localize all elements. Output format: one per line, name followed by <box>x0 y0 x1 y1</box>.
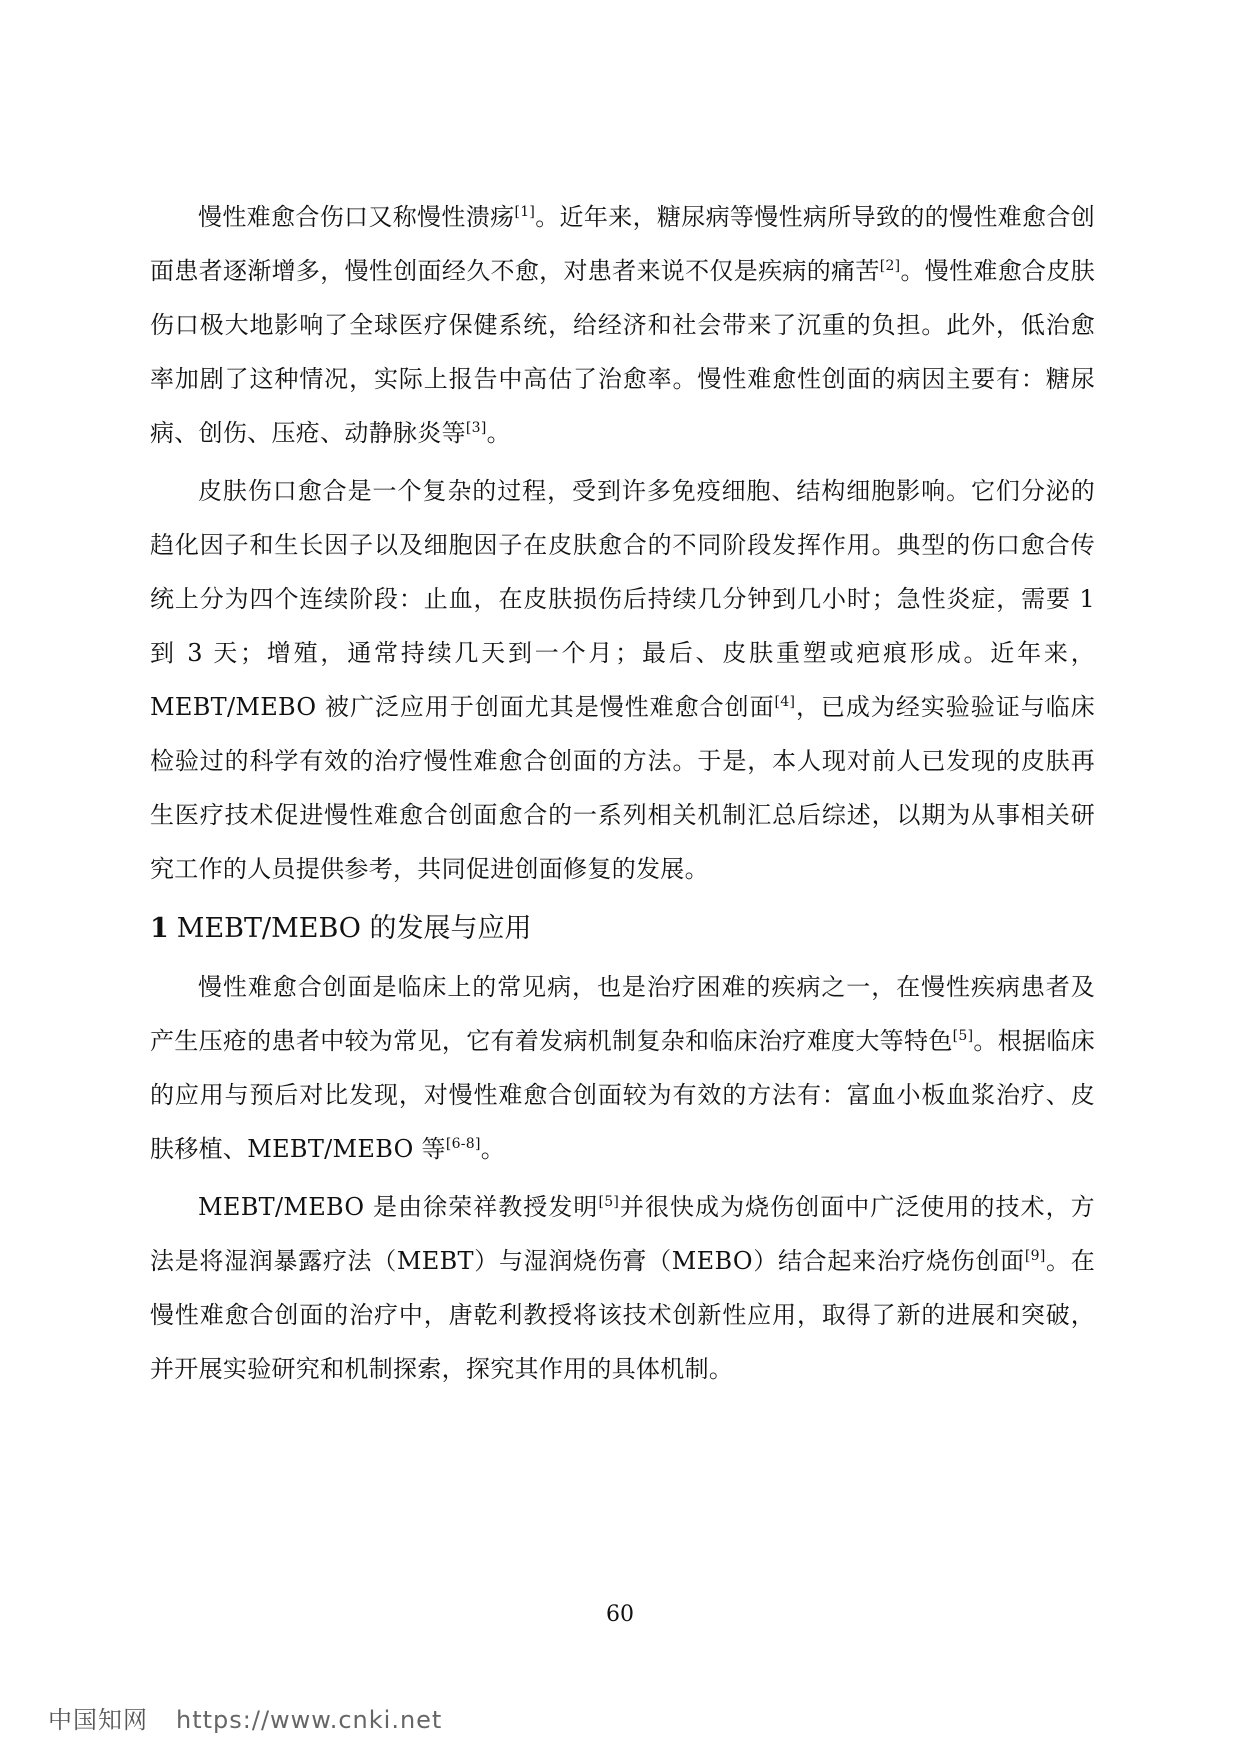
text-run: 。在慢性难愈合创面的治疗中，唐乾利教授将该技术创新性应用，取得了新的进展和突破，并开展实验研究和机制探索，探究其作用的具体机制。 <box>150 1247 1095 1383</box>
text-run: 。慢性难愈合皮肤伤口极大地影响了全球医疗保健系统，给经济和社会带来了沉重的负担。此外，低治愈率加剧了这种情况，实际上报告中高估了治愈率。慢性难愈性创面的病因主要有：糖尿病、创伤、压疮、动静脉炎等 <box>150 257 1096 447</box>
text-run: 慢性难愈合伤口又称慢性溃疡 <box>198 203 515 231</box>
text-run: 。 <box>486 419 511 447</box>
citation-marker: [5] <box>598 1194 620 1210</box>
text-run: 。根据临床的应用与预后对比发现，对慢性难愈合创面较为有效的方法有：富血小板血浆治疗、皮肤移植、MEBT/MEBO 等 <box>150 1027 1096 1163</box>
citation-marker: [9] <box>1024 1248 1046 1264</box>
citation-marker: [6-8] <box>445 1136 481 1152</box>
text-run: 皮肤伤口愈合是一个复杂的过程，受到许多免疫细胞、结构细胞影响。它们分泌的趋化因子和生长因子以及细胞因子在皮肤愈合的不同阶段发挥作用。典型的伤口愈合传统上分为四个连续阶段：止血，在皮肤损伤后持续几分钟到几小时；急性炎症，需要 1 到 3 天；增殖，通常持续几天到一个月；最后、皮肤重塑或疤痕形成。近年来，MEBT/MEBO 被广泛应用于创面尤其是慢性难愈合创面 <box>150 477 1095 721</box>
text-run: MEBT/MEBO 是由徐荣祥教授发明 <box>198 1193 599 1221</box>
text-run: 。近年来，糖尿病等慢性病所导致的的慢性难愈合创面患者逐渐增多，慢性创面经久不愈，对患者来说不仅是疾病的痛苦 <box>150 203 1095 285</box>
section-paragraphs <box>150 960 1095 1396</box>
text-run: 慢性难愈合创面是临床上的常见病，也是治疗困难的疾病之一，在慢性疾病患者及产生压疮的患者中较为常见，它有着发病机制复杂和临床治疗难度大等特色 <box>150 973 1095 1055</box>
paragraph <box>150 464 1095 896</box>
section-title: MEBT/MEBO 的发展与应用 <box>176 913 532 944</box>
citation-marker: [1] <box>514 204 536 220</box>
citation-marker: [2] <box>879 258 901 274</box>
section-heading <box>150 904 1095 954</box>
paragraph <box>150 960 1095 1176</box>
text-run: 并很快成为烧伤创面中广泛使用的技术，方法是将湿润暴露疗法（MEBT）与湿润烧伤膏（MEBO）结合起来治疗烧伤创面 <box>150 1193 1095 1275</box>
citation-marker: [4] <box>774 694 796 710</box>
paragraph <box>150 190 1095 460</box>
citation-marker: [3] <box>465 420 487 436</box>
page-number: 60 <box>606 1602 634 1627</box>
text-run: 。 <box>480 1135 506 1163</box>
text-run: ，已成为经实验验证与临床检验过的科学有效的治疗慢性难愈合创面的方法。于是，本人现对前人已发现的皮肤再生医疗技术促进慢性难愈合创面愈合的一系列相关机制汇总后综述，以期为从事相关研究工作的人员提供参考，共同促进创面修复的发展。 <box>150 693 1095 883</box>
paragraph <box>150 1180 1095 1396</box>
section-number: 1 <box>150 913 169 944</box>
watermark-brand: 中国知网 <box>48 1706 148 1734</box>
intro-paragraphs <box>150 190 1095 896</box>
cnki-watermark <box>48 1700 442 1735</box>
citation-marker: [5] <box>952 1028 974 1044</box>
watermark-url: https://www.cnki.net <box>176 1706 443 1734</box>
body-text <box>150 190 1095 1396</box>
